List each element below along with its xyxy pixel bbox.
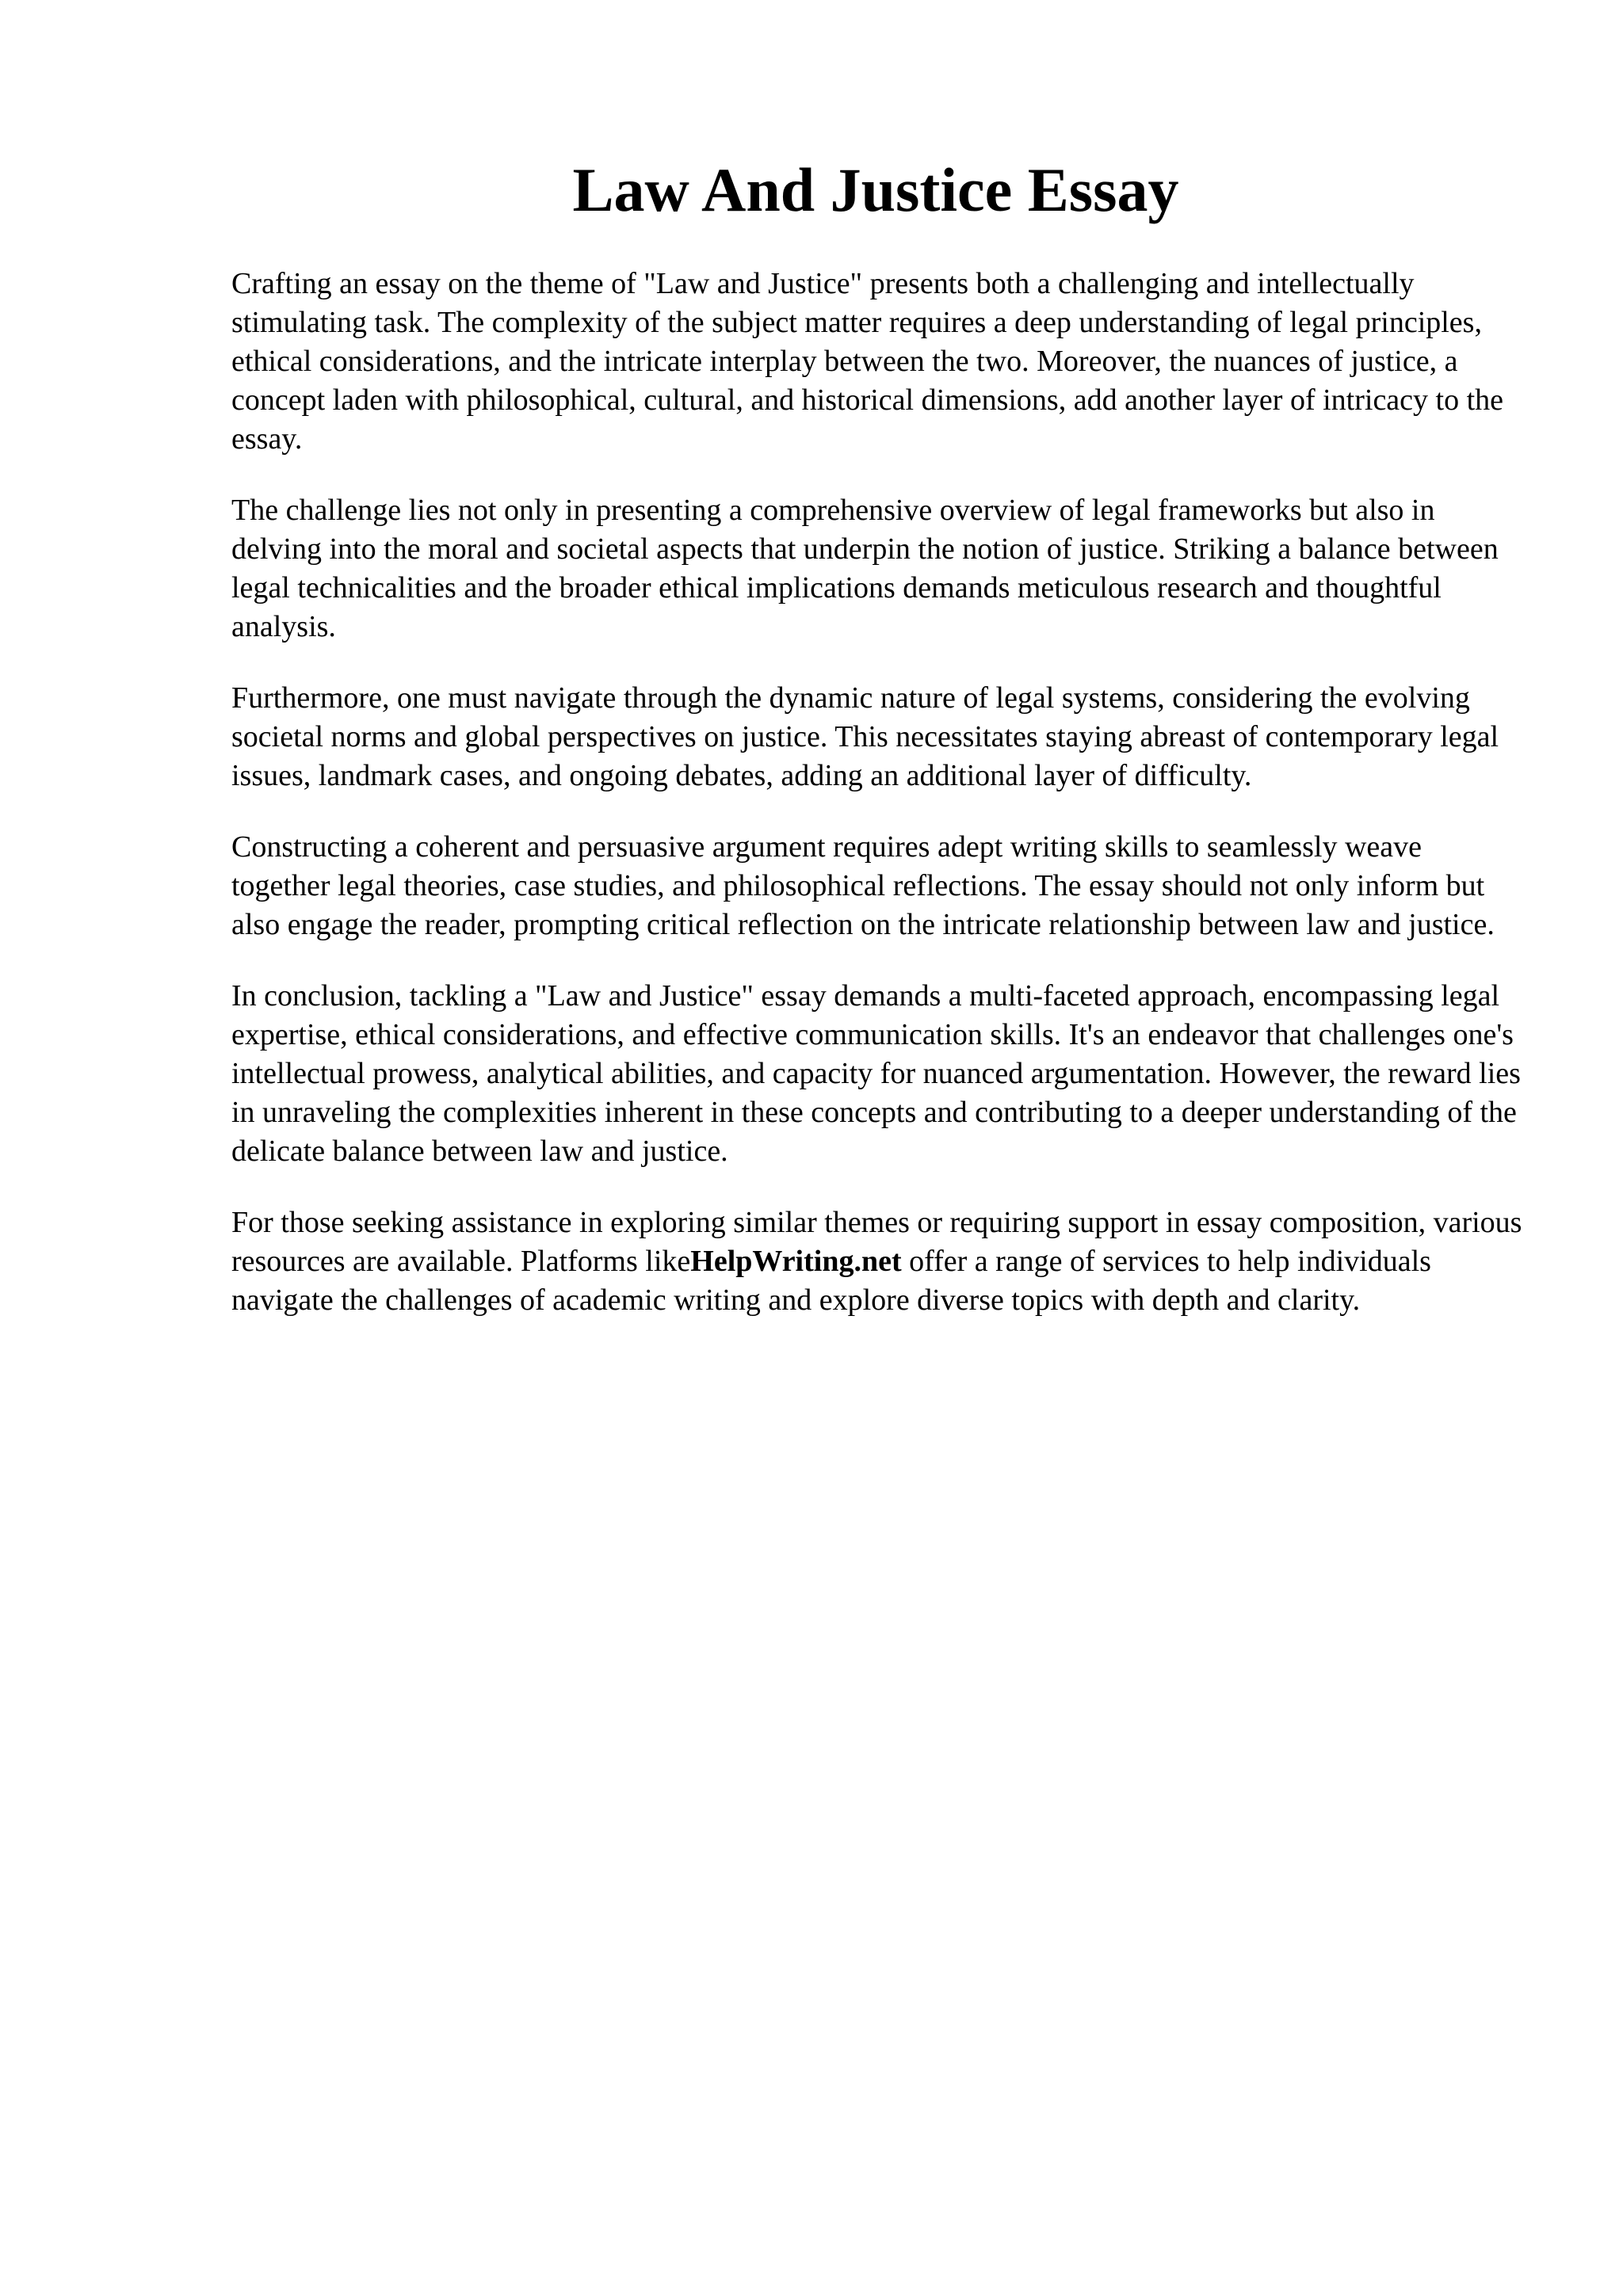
document-body <box>231 265 1523 1352</box>
paragraph-6 <box>231 1203 1523 1320</box>
helpwriting-link[interactable]: HelpWriting.net <box>690 1245 902 1278</box>
paragraph-6-text-after: offer a range of services to help individuals navigate the challenges of academic writing and explore diverse topics with depth and clarity. <box>231 1245 1431 1317</box>
paragraph-1: Crafting an essay on the theme of "Law and Justice" presents both a challenging and intellectually stimulating task. The complexity of the subject matter requires a deep understanding of legal principles, ethical considerations, and the intricate interplay between the two. Moreover, the nuances of justice, a concept laden with philosophical, cultural, and historical dimensions, add another layer of intricacy to the essay. <box>231 267 1504 456</box>
paragraph-4: Constructing a coherent and persuasive argument requires adept writing skills to seamlessly weave together legal theories, case studies, and philosophical reflections. The essay should not only inform but also engage the reader, prompting critical reflection on the intricate relationship between law and justice. <box>231 830 1495 941</box>
paragraph-2: The challenge lies not only in presenting a comprehensive overview of legal frameworks but also in delving into the moral and societal aspects that underpin the notion of justice. Striking a balance between legal technicalities and the broader ethical implications demands meticulous research and thoughtful analysis. <box>231 494 1499 643</box>
paragraph-3: Furthermore, one must navigate through the dynamic nature of legal systems, considering the evolving societal norms and global perspectives on justice. This necessitates staying abreast of contemporary legal issues, landmark cases, and ongoing debates, adding an additional layer of difficulty. <box>231 681 1499 792</box>
paragraph-5: In conclusion, tackling a "Law and Justice" essay demands a multi-faceted approach, encompassing legal expertise, ethical considerations, and effective communication skills. It's an endeavor that challenges one's intellectual prowess, analytical abilities, and capacity for nuanced argumentation. However, the reward lies in unraveling the complexities inherent in these concepts and contributing to a deeper understanding of the delicate balance between law and justice. <box>231 979 1521 1168</box>
paragraph-6-text-before: For those seeking assistance in exploring similar themes or requiring support in essay composition, various resources are available. Platforms like <box>231 1206 1522 1278</box>
document-title: Law And Justice Essay <box>572 155 1179 224</box>
